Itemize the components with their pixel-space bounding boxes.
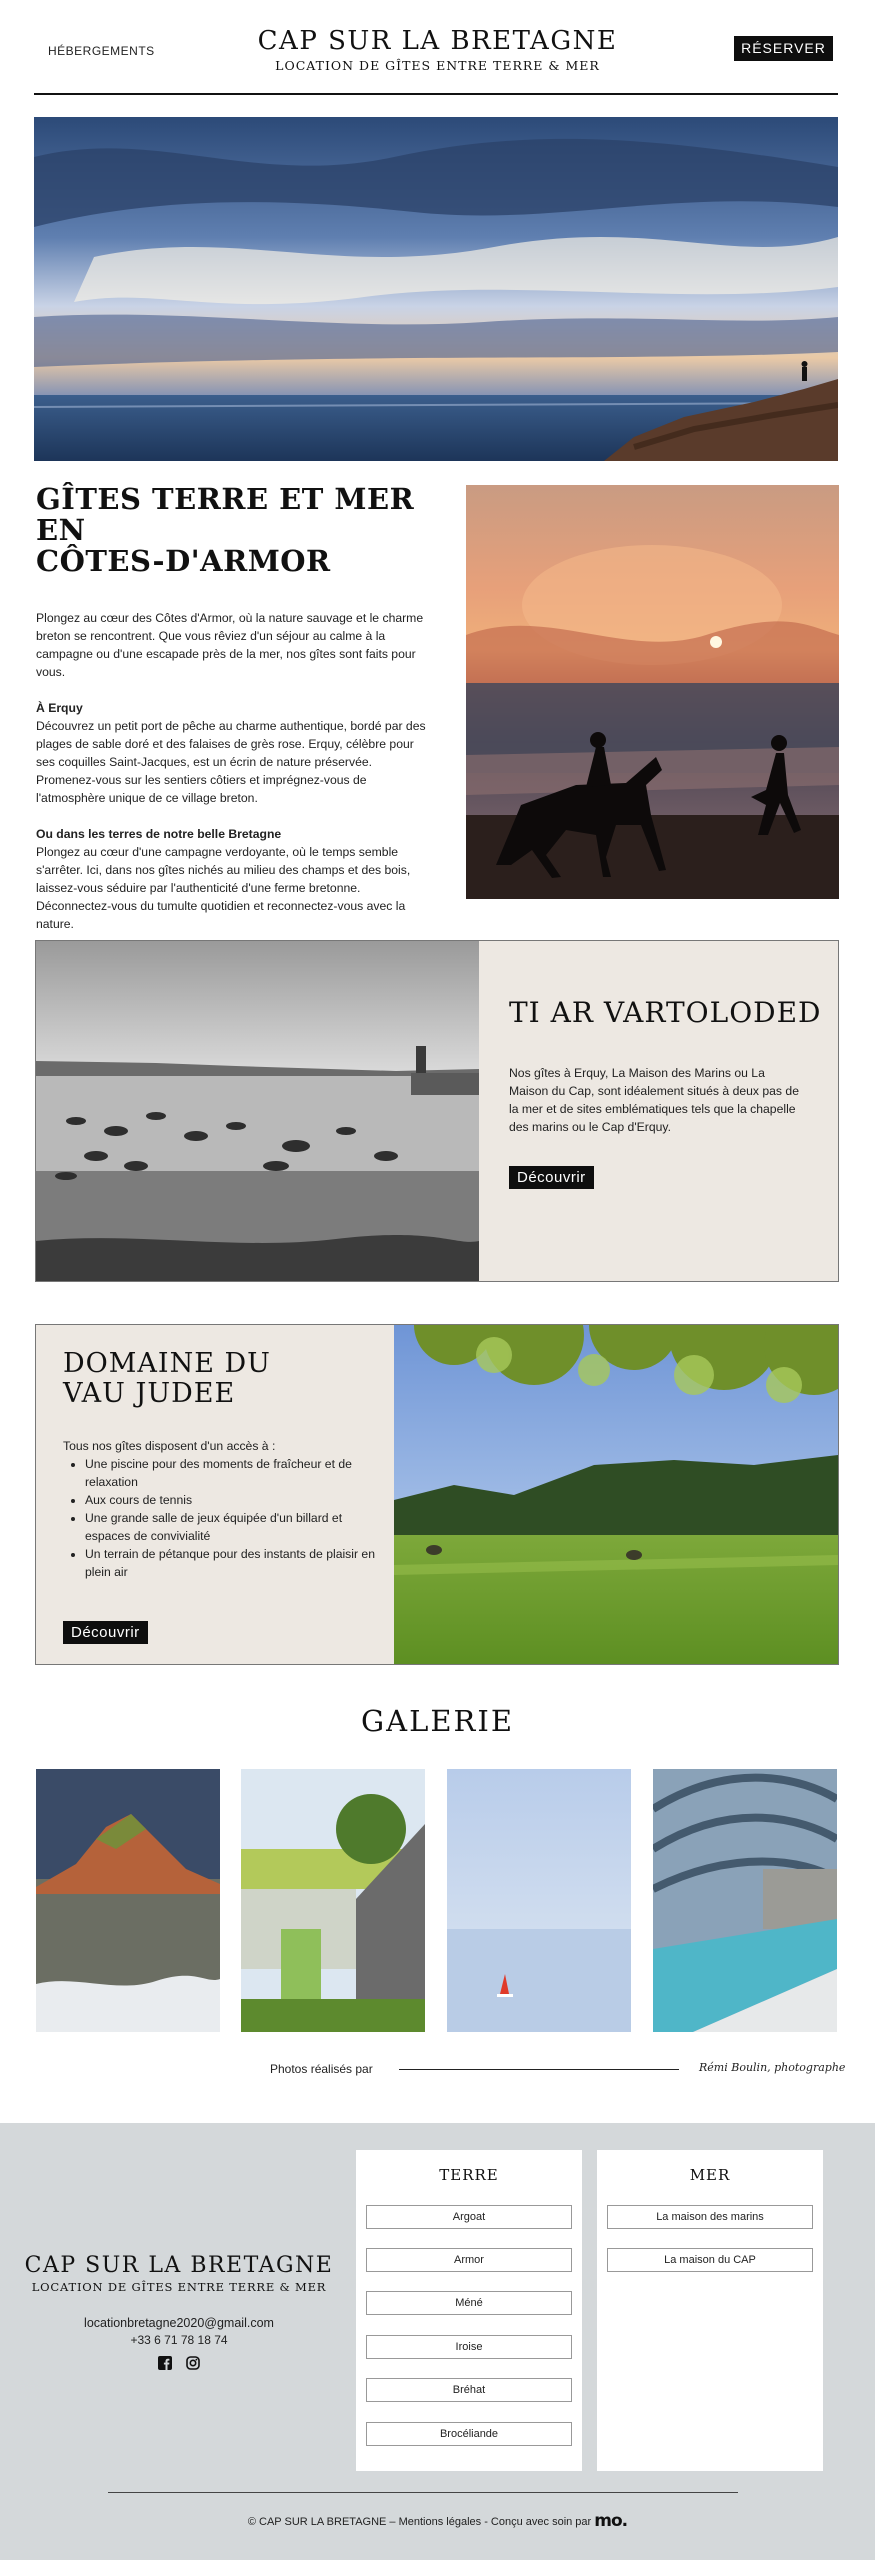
- site-header: [0, 0, 875, 94]
- gallery-image-rock[interactable]: [36, 1769, 220, 2032]
- photo-credit-label: Photos réalisés par: [270, 2062, 373, 2076]
- gites-section: [36, 484, 426, 933]
- footer-email-link[interactable]: locationbretagne2020@gmail.com: [84, 2316, 274, 2330]
- footer-divider: [108, 2492, 738, 2493]
- terre-title: TERRE: [439, 2166, 499, 2184]
- mer-link-maison-cap[interactable]: La maison du CAP: [607, 2248, 813, 2272]
- gallery-rock-illustration: [36, 1769, 220, 2032]
- domaine-title-line2: VAU JUDEE: [63, 1378, 236, 1409]
- harbor-illustration: [36, 941, 479, 1281]
- terres-text: Plongez au cœur d'une campagne verdoyante, où le temps semble s'arrêter. Ici, dans nos gîtes nichés au milieu des champs et des bois, laissez-vous séduire par l'authenticité d'une ferme bretonne. Déconnectez-vous du tumulte quotidien et reconnectez-vous avec la nature.: [36, 845, 411, 931]
- gites-title: [36, 484, 426, 577]
- gallery-garden-illustration: [241, 1769, 425, 2032]
- instagram-icon[interactable]: [186, 2356, 200, 2375]
- gites-title-line2: CÔTES-D'ARMOR: [36, 544, 331, 578]
- footer-subtitle: LOCATION DE GÎTES ENTRE TERRE & MER: [31, 2280, 327, 2294]
- amenities-list: [85, 1455, 383, 1581]
- brand-subtitle: LOCATION DE GÎTES ENTRE TERRE & MER: [275, 58, 600, 73]
- erquy-heading: À Erquy: [36, 701, 83, 715]
- tiar-content: [509, 1064, 799, 1189]
- domaine-section: [35, 1324, 839, 1665]
- terre-link-broceliande[interactable]: Brocéliande: [366, 2422, 572, 2446]
- footer-phone-link[interactable]: +33 6 71 78 18 74: [130, 2333, 228, 2347]
- domaine-amenities: [63, 1437, 383, 1644]
- copyright-text: © CAP SUR LA BRETAGNE – Mentions légales - Conçu avec soin par: [247, 2516, 592, 2528]
- tiar-vartoloded-section: [35, 940, 839, 1282]
- nav-hebergements-link[interactable]: HÉBERGEMENTS: [48, 44, 155, 58]
- amenity-item: • Aux cours de tennis: [85, 1491, 383, 1509]
- mer-panel: [597, 2150, 823, 2471]
- tiar-discover-button[interactable]: Découvrir: [509, 1166, 594, 1189]
- gallery-image-pool[interactable]: [653, 1769, 837, 2032]
- photographer-signature: Rémi Boulin, photographe: [699, 2061, 846, 2074]
- header-divider: [34, 93, 838, 95]
- erquy-text: Découvrez un petit port de pêche au charme authentique, bordé par des plages de sable doré et des falaises de grès rose. Erquy, célèbre pour ses coquilles Saint-Jacques, est un écrin de nature préservée. Promenez-vous sur les sentiers côtiers et imprégnez-vous de l'atmosphère unique de ce village breton.: [36, 719, 426, 805]
- terre-link-brehat[interactable]: Bréhat: [366, 2378, 572, 2402]
- tiar-title: TI AR VARTOLODED: [509, 996, 822, 1029]
- site-footer: [0, 2123, 875, 2560]
- gallery-pool-illustration: [653, 1769, 837, 2032]
- terre-link-argoat[interactable]: Argoat: [366, 2205, 572, 2229]
- footer-copyright: [0, 2511, 875, 2531]
- sunset-illustration: [466, 485, 839, 899]
- terre-link-iroise[interactable]: Iroise: [366, 2335, 572, 2359]
- gallery-sailboat-illustration: [447, 1769, 631, 2032]
- mer-title: MER: [689, 2166, 731, 2184]
- domaine-title-line1: DOMAINE DU: [63, 1348, 271, 1379]
- gallery-title: GALERIE: [361, 1704, 514, 1738]
- domaine-discover-button[interactable]: Découvrir: [63, 1621, 148, 1644]
- photo-credit-line: [399, 2069, 679, 2070]
- amenity-item: • Un terrain de pétanque pour des instants de plaisir en plein air: [85, 1545, 383, 1581]
- gites-title-line1: GÎTES TERRE ET MER EN: [36, 482, 415, 547]
- terre-link-armor[interactable]: Armor: [366, 2248, 572, 2272]
- erquy-harbor-image: [36, 941, 479, 1281]
- mer-link-maison-marins[interactable]: La maison des marins: [607, 2205, 813, 2229]
- amenity-item: • Une grande salle de jeux équipée d'un billard et espaces de convivialité: [85, 1509, 383, 1545]
- gites-intro: Plongez au cœur des Côtes d'Armor, où la nature sauvage et le charme breton se rencontrent. Que vous rêviez d'un séjour au calme à la campagne ou d'une escapade près de la mer, nos gîtes sont faits pour vous.: [36, 611, 424, 679]
- terre-link-mene[interactable]: Méné: [366, 2291, 572, 2315]
- hero-seascape-illustration: [34, 117, 838, 461]
- domaine-title: [63, 1349, 271, 1409]
- footer-brand: [0, 2253, 358, 2375]
- domaine-intro: Tous nos gîtes disposent d'un accès à :: [63, 1439, 276, 1453]
- hero-image: [34, 117, 838, 461]
- footer-title: CAP SUR LA BRETAGNE: [24, 2253, 334, 2278]
- brand-title: CAP SUR LA BRETAGNE: [257, 26, 618, 56]
- sunset-rider-image: [466, 485, 839, 899]
- facebook-icon[interactable]: [158, 2356, 172, 2375]
- gallery-image-garden[interactable]: [241, 1769, 425, 2032]
- meadow-illustration: [394, 1325, 838, 1664]
- gallery-image-sailboat[interactable]: [447, 1769, 631, 2032]
- agency-logo[interactable]: mo.: [594, 2511, 628, 2531]
- terres-heading: Ou dans les terres de notre belle Bretagne: [36, 827, 282, 841]
- amenity-item: • Une piscine pour des moments de fraîcheur et de relaxation: [85, 1455, 383, 1491]
- social-links: [0, 2356, 358, 2375]
- tiar-description: Nos gîtes à Erquy, La Maison des Marins ou La Maison du Cap, sont idéalement situés à deux pas de la mer et de sites emblématiques tels que la chapelle des marins ou le Cap d'Erquy.: [509, 1066, 799, 1134]
- reserve-button[interactable]: RÉSERVER: [734, 36, 833, 61]
- terre-panel: [356, 2150, 582, 2471]
- countryside-image: [394, 1325, 838, 1664]
